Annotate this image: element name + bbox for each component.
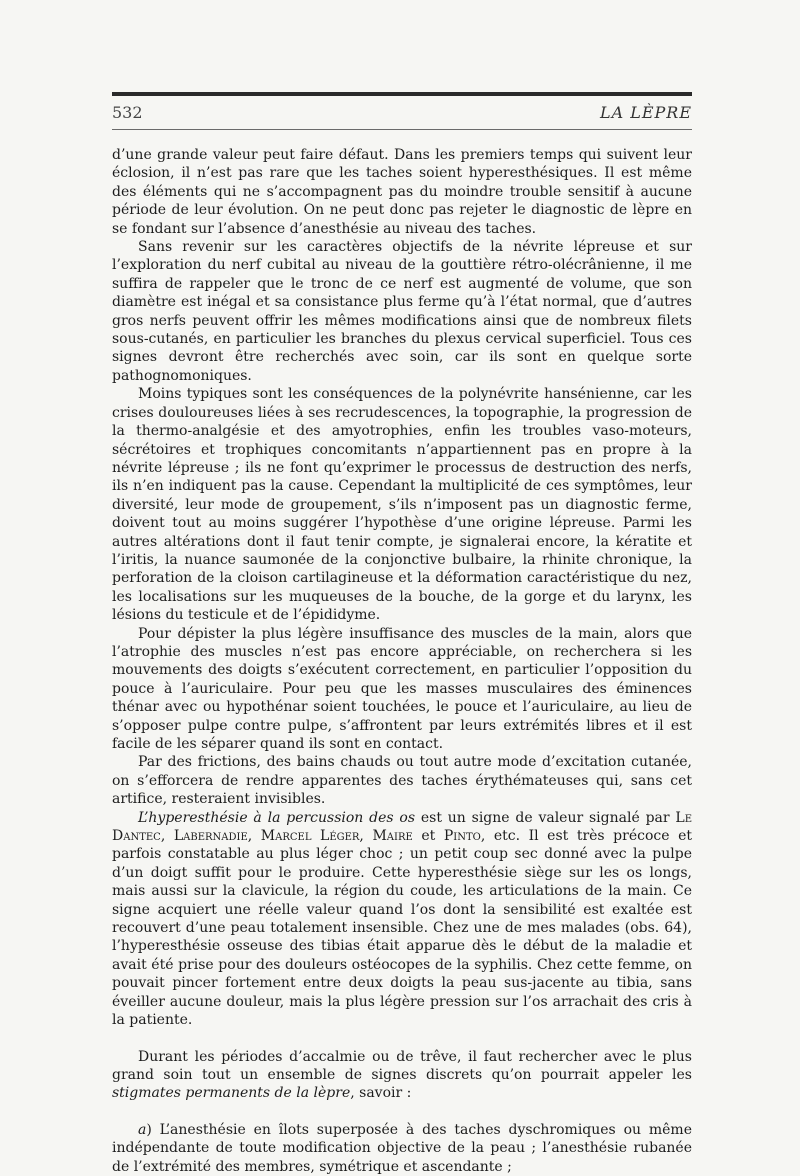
paragraph-7-text-a: Durant les périodes d’accalmie ou de trêve, il faut rechercher avec le plus grand soin tout un ensemble de signes discrets qu’on pourrait appeler les <box>112 1048 692 1083</box>
header-rule <box>112 129 692 130</box>
paragraph-1: d’une grande valeur peut faire défaut. Dans les premiers temps qui suivent leur éclosion, il n’est pas rare que les taches soient hyperesthésiques. Il est même des éléments qui ne s’accompagnent pas du moindre trouble sensitif à aucune période de leur évolution. On ne peut donc pas rejeter le diagnostic de lèpre en se fondant sur l’absence d’anesthésie au niveau des taches. <box>112 147 692 237</box>
list-item-a <box>112 1121 692 1176</box>
italic-lead: L’hyperesthésie à la percussion des os <box>138 809 416 826</box>
running-title: LA LÈPRE <box>599 103 692 122</box>
body-text <box>112 146 692 1176</box>
page-number: 532 <box>112 103 143 122</box>
author-names: Le Dantec, Labernadie, Marcel Léger, Maire <box>112 809 693 845</box>
paragraph-7 <box>112 1048 692 1103</box>
list-marker: a <box>138 1121 147 1138</box>
author-last: Pinto <box>443 828 481 845</box>
paragraph-6-text-b: , etc. Il est très précoce et parfois constatable au plus léger choc ; un petit coup sec donné avec la pulpe d’un doigt suffit pour le produire. Cette hyperesthésie siège sur les os longs, mais aussi sur la clavicule, la région du coude, les articulations de la main. Ce signe acquiert une réelle valeur quand l’os dont la sensibilité est exaltée est recouvert d’une peau totalement insensible. Chez une de mes malades (obs. 64), l’hyperesthésie osseuse des tibias était apparue dès le début de la maladie et avait été prise pour des douleurs ostéocopes de la syphilis. Chez cette femme, on pouvait pincer fortement entre deux doigts la peau sus-jacente au tibia, sans éveiller aucune douleur, mais la plus légère pression sur l’os arrachait des cris à la patiente. <box>112 828 692 1029</box>
list-item-a-text: ) L’anesthésie en îlots superposée à des taches dyschromiques ou même indépendante de toute modification objective de la peau ; l’anesthésie rubanée de l’extrémité des membres, symétrique et ascendante ; <box>112 1121 692 1175</box>
paragraph-2: Sans revenir sur les caractères objectifs de la névrite lépreuse et sur l’exploration du nerf cubital au niveau de la gouttière rétro-olécrânienne, il me suffira de rappeler que le tronc de ce nerf est augmenté de volume, que son diamètre est inégal et sa consistance plus ferme qu’à l’état normal, que d’autres gros nerfs peuvent offrir les mêmes modifications ainsi que de nombreux filets sous-cutanés, en particulier les branches du plexus cervical superficiel. Tous ces signes devront être recherchés avec soin, car ils sont en quelque sorte pathognomoniques. <box>112 239 692 384</box>
paragraph-6-and: et <box>412 828 444 845</box>
top-rule <box>112 92 692 96</box>
paragraph-6 <box>112 809 692 1030</box>
paragraph-7-text-b: , savoir : <box>350 1085 412 1102</box>
paragraph-4: Pour dépister la plus légère insuffisance des muscles de la main, alors que l’atrophie des muscles n’est pas encore appréciable, on recherchera si les mouvements des doigts s’exécutent correctement, en particulier l’opposition du pouce à l’auriculaire. Pour peu que les masses musculaires des éminences thénar avec ou hypothénar soient touchées, le pouce et l’auriculaire, au lieu de s’opposer pulpe contre pulpe, s’affrontent par leurs extrémités libres et il est facile de les séparer quand ils sont en contact. <box>112 625 692 752</box>
paragraph-6-text-a: est un signe de valeur signalé par <box>415 809 676 826</box>
paragraph-5: Par des frictions, des bains chauds ou tout autre mode d’excitation cutanée, on s’efforcera de rendre apparentes des taches érythémateuses qui, sans cet artifice, resteraient invisibles. <box>112 754 692 808</box>
paragraph-3: Moins typiques sont les conséquences de la polynévrite hansénienne, car les crises douloureuses liées à ses recrudescences, la topographie, la progression de la thermo-analgésie et des amyotrophies, enfin les troubles vaso-moteurs, sécrétoires et trophiques concomitants n’appartiennent pas en propre à la névrite lépreuse ; ils ne font qu’exprimer le processus de destruction des nerfs, ils n’en indiquent pas la cause. Cependant la multiplicité de ces symptômes, leur diversité, leur mode de groupement, s’ils n’imposent pas un diagnostic ferme, doivent tout au moins suggérer l’hypothèse d’une origine lépreuse. Parmi les autres altérations dont il faut tenir compte, je signalerai encore, la kératite et l’iritis, la nuance saumonée de la conjonctive bulbaire, la rhinite chronique, la perforation de la cloison cartilagineuse et la déformation caractéristique du nez, les localisations sur les muqueuses de la bouche, de la gorge et du larynx, les lésions du testicule et de l’épididyme. <box>112 386 692 624</box>
stigmates-italic: stigmates permanents de la lèpre <box>112 1085 351 1102</box>
